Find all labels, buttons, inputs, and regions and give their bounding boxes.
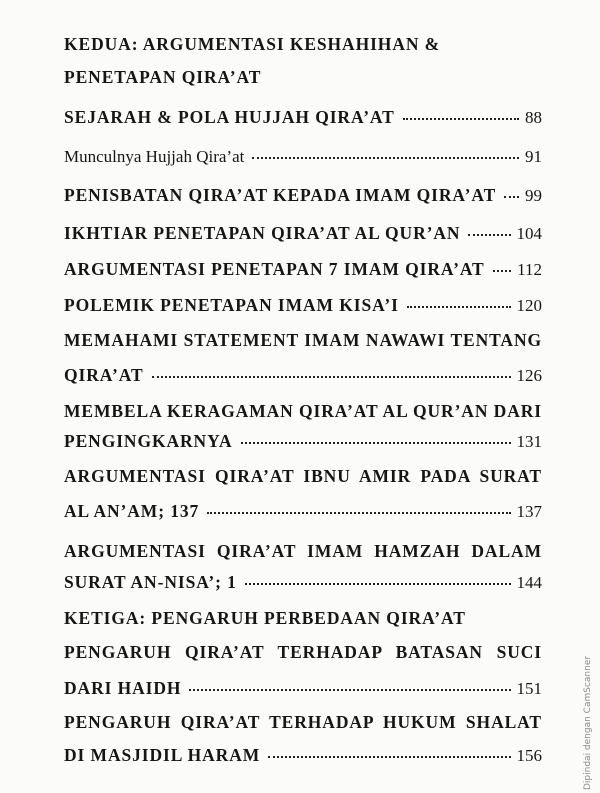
dot-leader <box>241 442 511 444</box>
toc-entry[interactable] <box>64 255 542 283</box>
toc-heading-text: PENETAPAN QIRA’AT <box>64 67 262 87</box>
toc-entry-title: AL AN’AM; 137 <box>64 501 200 521</box>
dot-leader <box>493 270 511 272</box>
toc-entry[interactable] <box>64 181 542 209</box>
toc-entry-title: MEMAHAMI STATEMENT IMAM NAWAWI TENTANG <box>64 330 542 350</box>
toc-entry[interactable] <box>64 427 542 455</box>
toc-heading-kedua <box>64 30 542 58</box>
toc-page-number: 131 <box>516 432 542 451</box>
toc-entry-title: PENGARUH QIRA’AT TERHADAP HUKUM SHALAT <box>64 712 542 732</box>
toc-entry-line1[interactable] <box>64 326 542 354</box>
toc-entry-line1[interactable] <box>64 638 542 666</box>
toc-entry-title: IKHTIAR PENETAPAN QIRA’AT AL QUR’AN <box>64 223 461 243</box>
toc-page-number: 99 <box>525 186 542 205</box>
toc-entry-title: DARI HAIDH <box>64 678 182 698</box>
toc-entry-title: MEMBELA KERAGAMAN QIRA’AT AL QUR’AN DARI <box>64 401 542 421</box>
dot-leader <box>468 234 510 236</box>
toc-entry-title: ARGUMENTASI QIRA’AT IBNU AMIR PADA SURAT <box>64 466 542 486</box>
toc-entry-line1[interactable] <box>64 537 542 565</box>
toc-entry[interactable] <box>64 143 542 171</box>
toc-entry-title: PENISBATAN QIRA’AT KEPADA IMAM QIRA’AT <box>64 185 497 205</box>
dot-leader <box>252 157 519 159</box>
toc-heading-kedua-cont <box>64 63 542 91</box>
dot-leader <box>407 306 511 308</box>
toc-page-number: 151 <box>516 679 542 698</box>
toc-entry[interactable] <box>64 291 542 319</box>
scanner-watermark: Dipindai dengan CamScanner <box>583 655 593 790</box>
dot-leader <box>268 756 510 758</box>
toc-heading-text: KEDUA: ARGUMENTASI KESHAHIHAN & <box>64 34 441 54</box>
toc-entry-title: QIRA’AT <box>64 365 144 385</box>
dot-leader <box>504 196 519 198</box>
toc-entry-title: POLEMIK PENETAPAN IMAM KISA’I <box>64 295 399 315</box>
toc-entry[interactable] <box>64 741 542 769</box>
toc-entry[interactable] <box>64 568 542 596</box>
toc-entry-title: Munculnya Hujjah Qira’at <box>64 147 245 166</box>
toc-page-number: 126 <box>516 366 542 385</box>
toc-page-number: 91 <box>525 147 542 166</box>
toc-entry[interactable] <box>64 219 542 247</box>
dot-leader <box>245 583 511 585</box>
toc-entry-title: SEJARAH & POLA HUJJAH QIRA’AT <box>64 107 395 127</box>
toc-entry-line1[interactable] <box>64 708 542 736</box>
toc-entry-title: DI MASJIDIL HARAM <box>64 745 261 765</box>
toc-heading-ketiga <box>64 604 542 632</box>
toc-entry-title: PENGARUH QIRA’AT TERHADAP BATASAN SUCI <box>64 642 542 662</box>
toc-heading-text: KETIGA: PENGARUH PERBEDAAN QIRA’AT <box>64 608 466 628</box>
toc-entry-title: ARGUMENTASI QIRA’AT IMAM HAMZAH DALAM <box>64 541 542 561</box>
toc-entry-title: SURAT AN-NISA’; 1 <box>64 572 237 592</box>
dot-leader <box>189 689 510 691</box>
toc-page-number: 137 <box>516 502 542 521</box>
toc-page-number: 120 <box>516 296 542 315</box>
toc-page-number: 144 <box>516 573 542 592</box>
toc-entry-title: PENGINGKARNYA <box>64 431 233 451</box>
toc-page-number: 88 <box>525 108 542 127</box>
toc-page-number: 156 <box>516 746 542 765</box>
toc-entry-line1[interactable] <box>64 397 542 425</box>
toc-entry[interactable] <box>64 361 542 389</box>
dot-leader <box>403 118 519 120</box>
toc-entry-title: ARGUMENTASI PENETAPAN 7 IMAM QIRA’AT <box>64 259 485 279</box>
dot-leader <box>152 376 511 378</box>
toc-entry[interactable] <box>64 103 542 131</box>
toc-entry[interactable] <box>64 674 542 702</box>
toc-entry[interactable] <box>64 497 542 525</box>
toc-entry-line1[interactable] <box>64 462 542 490</box>
toc-page-number: 104 <box>516 224 542 243</box>
dot-leader <box>207 512 510 514</box>
toc-page-number: 112 <box>517 260 542 279</box>
